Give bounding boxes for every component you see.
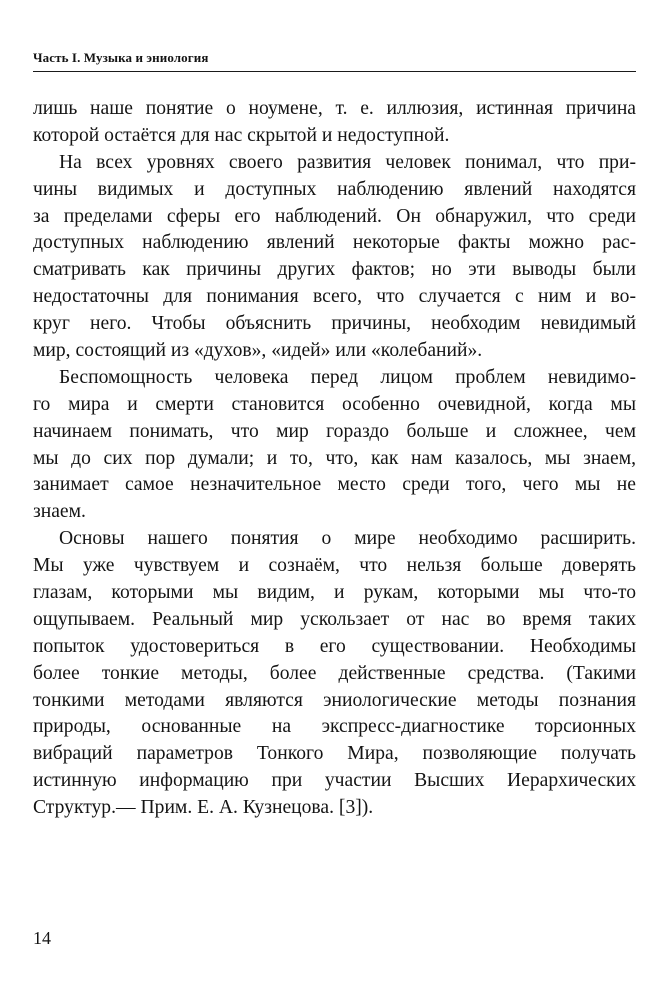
paragraph — [33, 96, 636, 150]
text-line: ощупываем. Реальный мир ускользает от нас во время таких — [33, 608, 636, 630]
paragraph — [33, 365, 636, 526]
paragraph — [33, 526, 636, 822]
text-line: вибраций параметров Тонкого Мира, позволяющие получать — [33, 743, 636, 765]
text-line: Беспомощность человека перед лицом проблем невидимо- — [59, 366, 636, 388]
text-line: истинную информацию при участии Высших Иерархических — [33, 770, 636, 792]
text-line: которой остаётся для нас скрытой и недоступной. — [33, 124, 450, 146]
text-line: доступных наблюдению явлений некоторые факты можно рас- — [33, 232, 636, 254]
text-line: лишь наше понятие о ноумене, т. е. иллюзия, истинная причина — [33, 98, 636, 119]
text-line: Основы нашего понятия о мире необходимо расширить. — [59, 528, 636, 550]
text-line: Структур.— Прим. Е. А. Кузнецова. [3]). — [33, 797, 374, 819]
page-number: 14 — [33, 928, 51, 948]
text-line: го мира и смерти становится особенно очевидной, когда мы — [33, 393, 636, 415]
text-line: Мы уже чувствуем и сознаём, что нельзя больше доверять — [33, 555, 636, 577]
text-line: начинаем понимать, что мир гораздо больше и сложнее, чем — [33, 420, 636, 442]
paragraph — [33, 150, 636, 365]
text-line: более тонкие методы, более действенные средства. (Такими — [33, 662, 636, 684]
text-line: знаем. — [33, 501, 86, 523]
text-line: мы до сих пор думали; и то, что, как нам казалось, мы знаем, — [33, 447, 636, 469]
header-rule — [33, 71, 636, 72]
text-line: чины видимых и доступных наблюдению явлений находятся — [33, 178, 636, 200]
text-line: за пределами сферы его наблюдений. Он обнаружил, что среди — [33, 205, 636, 227]
text-line: глазам, которыми мы видим, и рукам, которыми мы что-то — [33, 582, 636, 604]
text-line: недостаточны для понимания всего, что случается с ним и во- — [33, 286, 636, 308]
text-line: сматривать как причины других фактов; но эти выводы были — [33, 259, 636, 281]
running-header: Часть I. Музыка и эниология — [33, 50, 209, 65]
text-line: тонкими методами являются эниологические методы познания — [33, 689, 636, 711]
text-line: На всех уровнях своего развития человек понимал, что при- — [59, 151, 636, 173]
text-line: попыток удостовериться в его существовании. Необходимы — [33, 635, 636, 657]
body-text — [33, 96, 636, 822]
text-line: занимает самое незначительное место среди того, чего мы не — [33, 474, 636, 496]
text-line: природы, основанные на экспресс-диагностике торсионных — [33, 716, 636, 738]
text-line: круг него. Чтобы объяснить причины, необходим невидимый — [33, 313, 636, 335]
text-line: мир, состоящий из «духов», «идей» или «колебаний». — [33, 340, 483, 362]
